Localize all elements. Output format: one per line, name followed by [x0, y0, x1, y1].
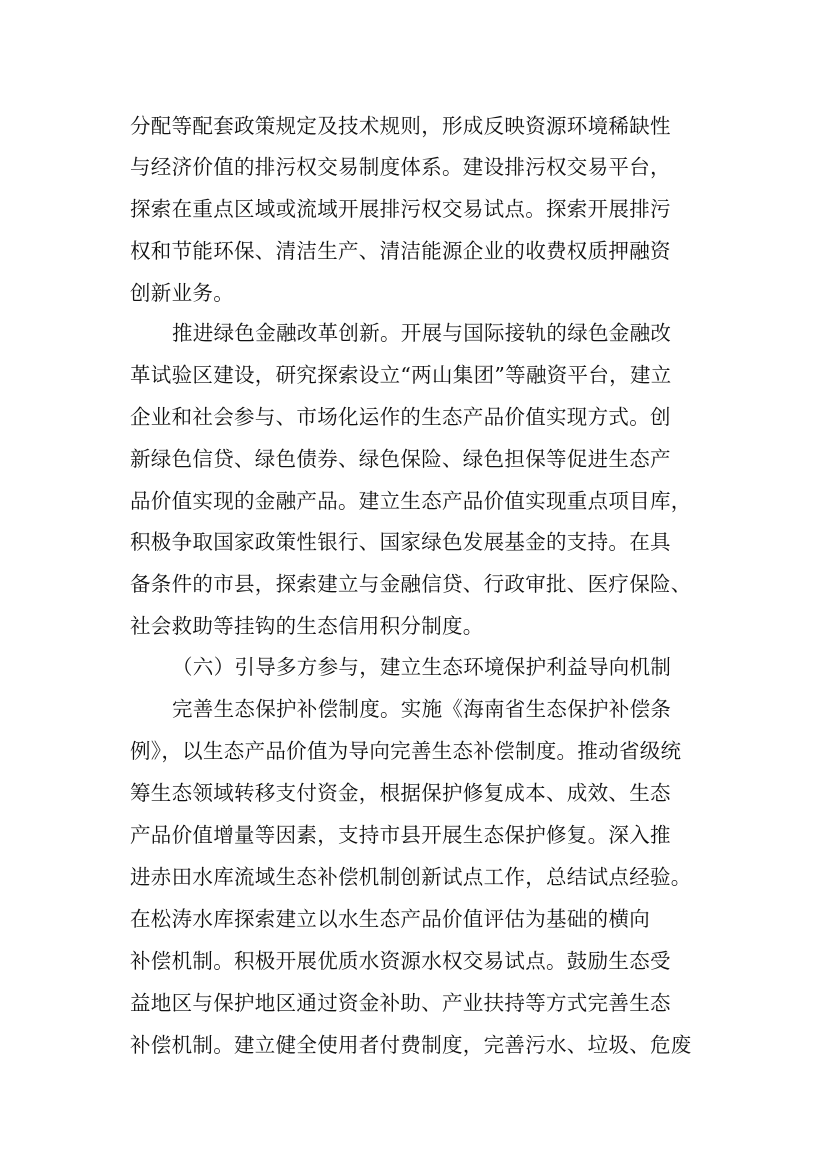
text-line-17: 筹生态领域转移支付资金，根据保护修复成本、成效、生态	[130, 781, 671, 805]
text-line-2: 与经济价值的排污权交易制度体系。建设排污权交易平台，	[130, 155, 671, 179]
text-line-10: 品价值实现的金融产品。建立生态产品价值实现重点项目库，	[130, 489, 692, 513]
text-line-11: 积极争取国家政策性银行、国家绿色发展基金的支持。在具	[130, 530, 671, 554]
text-line-4: 权和节能环保、清洁生产、清洁能源企业的收费权质押融资	[130, 239, 671, 263]
text-line-9: 新绿色信贷、绿色债券、绿色保险、绿色担保等促进生态产	[130, 447, 671, 471]
heading-eco-compensation: 完善生态保护补偿制度。实施《海南省生态保护补偿条	[172, 697, 672, 721]
text-line-5: 创新业务。	[130, 281, 234, 305]
text-line-12: 备条件的市县，探索建立与金融信贷、行政审批、医疗保险、	[130, 572, 692, 596]
heading-green-finance: 推进绿色金融改革创新。开展与国际接轨的绿色金融改	[172, 321, 672, 345]
text-line-13: 社会救助等挂钩的生态信用积分制度。	[130, 614, 484, 638]
text-line-3: 探索在重点区域或流域开展排污权交易试点。探索开展排污	[130, 197, 671, 221]
text-line-16: 例》，以生态产品价值为导向完善生态补偿制度。推动省级统	[130, 739, 682, 763]
text-line-22: 益地区与保护地区通过资金补助、产业扶持等方式完善生态	[130, 991, 671, 1015]
section-heading-six: （六）引导多方参与，建立生态环境保护利益导向机制	[172, 655, 672, 679]
text-line-20: 在松涛水库探索建立以水生态产品价值评估为基础的横向	[130, 907, 650, 931]
text-line-8: 企业和社会参与、市场化运作的生态产品价值实现方式。创	[130, 405, 671, 429]
text-line-23: 补偿机制。建立健全使用者付费制度，完善污水、垃圾、危废	[130, 1033, 692, 1057]
text-line-18: 产品价值增量等因素，支持市县开展生态保护修复。深入推	[130, 823, 671, 847]
text-line-1: 分配等配套政策规定及技术规则，形成反映资源环境稀缺性	[130, 114, 671, 138]
text-line-19: 进赤田水库流域生态补偿机制创新试点工作，总结试点经验。	[130, 865, 692, 889]
text-line-21: 补偿机制。积极开展优质水资源水权交易试点。鼓励生态受	[130, 949, 671, 973]
text-line-7: 革试验区建设，研究探索设立“两山集团”等融资平台，建立	[130, 363, 672, 387]
